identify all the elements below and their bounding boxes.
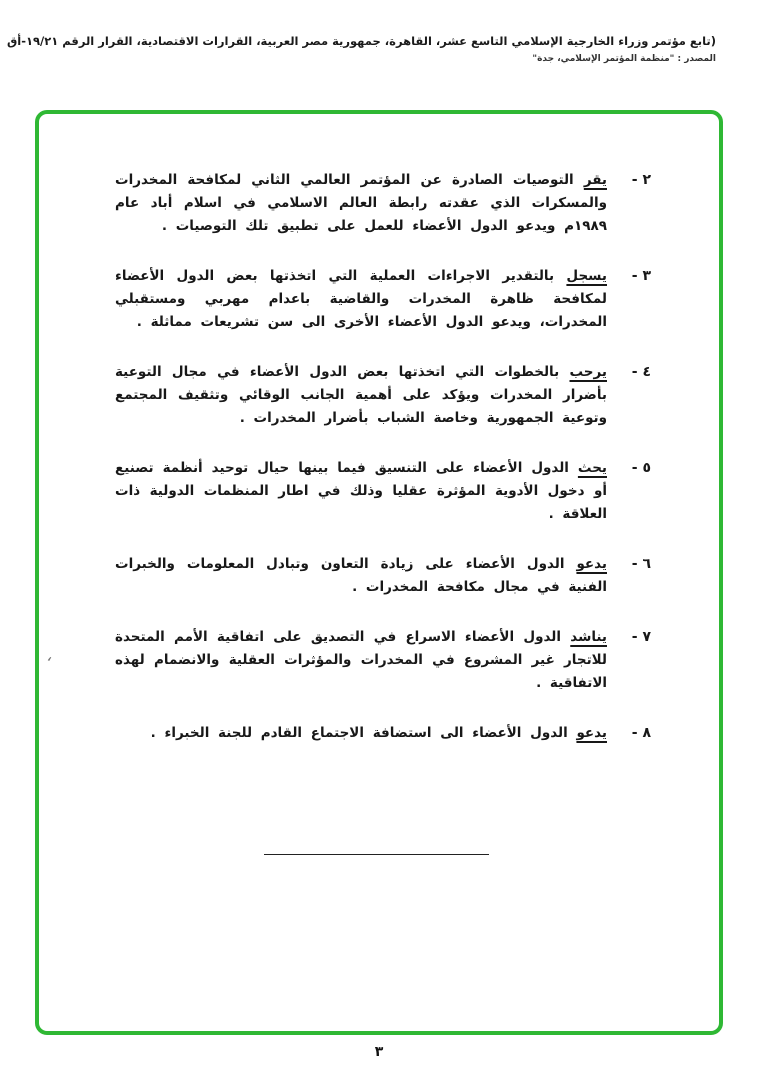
resolution-item: [115, 457, 651, 526]
resolution-item: [115, 361, 651, 430]
item-body: [115, 457, 607, 526]
item-lead: يرحب: [569, 364, 607, 380]
resolution-item: [115, 265, 651, 334]
resolution-item: [115, 722, 651, 745]
page-number: ٣: [374, 1044, 384, 1060]
item-text: الدول الأعضاء على التنسيق فيما بينها حيال توحيد أنظمة تصنيع أو دخول الأدوية المؤثرة عقليا وذلك في اطار المنظمات الدولية ذات العلاقة .: [115, 460, 607, 522]
resolution-item: [115, 169, 651, 238]
item-text: الدول الأعضاء على زيادة التعاون وتبادل المعلومات والخبرات الفنية في مجال مكافحة المخدرات .: [115, 556, 607, 595]
document-header: [6, 34, 716, 64]
item-lead: يسجل: [566, 268, 607, 284]
item-body: [115, 265, 607, 334]
item-lead: يناشد: [570, 629, 607, 645]
item-body: [115, 722, 607, 745]
green-border-frame: [35, 110, 723, 1035]
resolution-item: [115, 553, 651, 599]
header-source: المصدر : "منظمة المؤتمر الإسلامي، جدة": [532, 54, 716, 64]
handwritten-mark: ⸲: [46, 643, 56, 664]
item-text: الدول الأعضاء الاسراع في التصديق على اتفاقية الأمم المتحدة للاتجار غير المشروع في المخدرات والمؤثرات العقلية والانضمام لهذه الاتفاقية .: [115, 629, 607, 691]
item-marker: ٥ -: [631, 460, 651, 476]
item-marker: ٦ -: [631, 556, 651, 572]
item-lead: يحث: [577, 460, 607, 476]
item-body: [115, 169, 607, 238]
item-lead: يدعو: [576, 556, 607, 572]
item-body: [115, 626, 607, 695]
closing-rule: [264, 854, 489, 855]
item-text: الدول الأعضاء الى استضافة الاجتماع القادم للجنة الخبراء .: [150, 725, 577, 741]
item-body: [115, 361, 607, 430]
item-text: بالخطوات التي اتخذتها بعض الدول الأعضاء في مجال التوعية بأضرار المخدرات ويؤكد على أهمية الجانب الوقائي وتثقيف المجتمع وتوعية الجمهورية وخاصة الشباب بأضرار المخدرات .: [115, 364, 607, 426]
item-marker: ٣ -: [631, 268, 651, 284]
item-text: بالتقدير الاجراءات العملية التي اتخذتها بعض الدول الأعضاء لمكافحة ظاهرة المخدرات والقاضية باعدام مهربي ومستقبلي المخدرات، ويدعو الدول الأعضاء الأخرى الى سن تشريعات مماثلة .: [115, 268, 607, 330]
item-marker: ٢ -: [631, 172, 651, 188]
item-marker: ٨ -: [631, 725, 651, 741]
item-marker: ٧ -: [631, 629, 651, 645]
resolution-items: [115, 169, 651, 772]
header-title: (تابع مؤتمر وزراء الخارجية الإسلامي التاسع عشر، القاهرة، جمهورية مصر العربية، القرارات الاقتصادية، القرار الرقم ١٩/٢١-أق: [6, 34, 716, 48]
item-lead: يقر: [583, 172, 607, 188]
item-marker: ٤ -: [631, 364, 651, 380]
item-lead: يدعو: [576, 725, 607, 741]
resolution-item: [115, 626, 651, 695]
item-text: التوصيات الصادرة عن المؤتمر العالمي الثاني لمكافحة المخدرات والمسكرات الذي عقدته رابطة العالم الاسلامي في اسلام أباد عام ١٩٨٩م ويدعو الدول الأعضاء للعمل على تطبيق تلك التوصيات .: [115, 172, 607, 234]
item-body: [115, 553, 607, 599]
